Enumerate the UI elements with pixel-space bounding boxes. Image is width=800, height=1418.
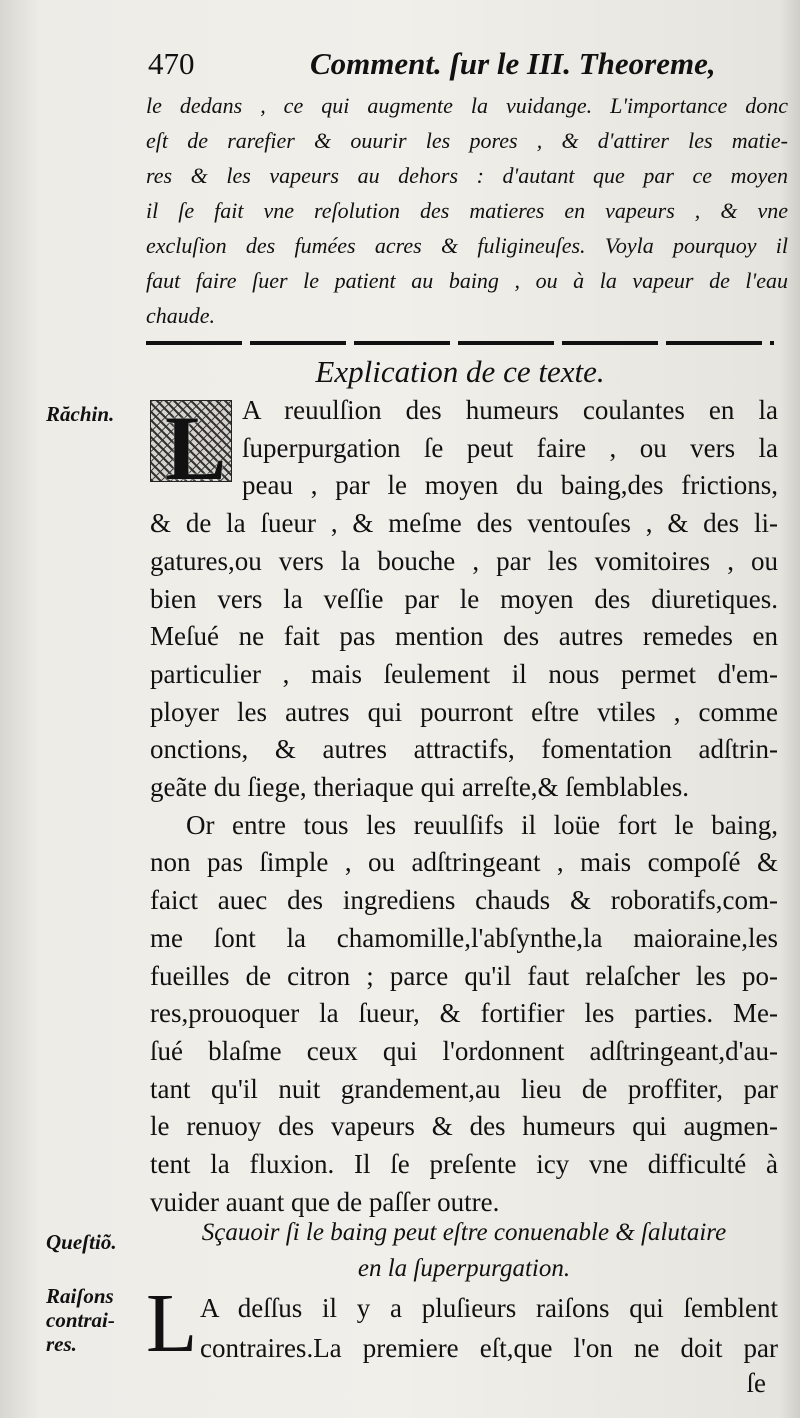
text-line: & de la ſueur , & meſme des ventouſes , & des li- — [150, 508, 778, 539]
text-line: excluſion des fumées acres & fuligineuſes. Voyla pourquoy il — [146, 233, 788, 258]
catchword: ſe — [746, 1368, 766, 1398]
text-line: gatures,ou vers la bouche , par les vomitoires , ou — [150, 545, 778, 576]
text-line: res,prouoquer la ſueur, & fortifier les parties. Me- — [150, 998, 778, 1029]
text-line: res & les vapeurs au dehors : d'autant que par ce moyen — [146, 163, 788, 188]
margin-note-questio: Queſtiõ. — [46, 1230, 117, 1254]
text-line: A reuulſion des humeurs coulantes en la — [242, 395, 778, 425]
text-line: onctions, & autres attractifs, fomentation adſtrin- — [150, 734, 778, 765]
text-line: peau , par le moyen du baing,des frictions, — [242, 470, 778, 501]
text-line: contraires.La premiere eſt,que l'on ne doit par — [200, 1333, 778, 1363]
explication-paragraph — [150, 392, 778, 1221]
margin-note-line: res. — [46, 1332, 77, 1356]
text-line: non pas ſimple , ou adſtringeant , mais compoſé & — [150, 847, 778, 878]
text-line: A deſſus il y a pluſieurs raiſons qui ſemblent — [200, 1293, 778, 1323]
text-line: ployer les autres qui pourront eſtre vtiles , comme — [150, 696, 778, 727]
question-heading — [150, 1215, 778, 1287]
question-line: Sçauoir ſi le baing peut eſtre conuenable & ſalutaire — [201, 1219, 727, 1246]
text-line: tent la fluxion. Il ſe preſente icy vne difficulté à — [150, 1149, 778, 1180]
text-line: vuider auant que de paſſer outre. — [150, 1186, 500, 1217]
margin-note-line: Raiſons — [46, 1284, 114, 1308]
margin-note-raisons — [46, 1284, 115, 1356]
text-line: faut faire ſuer le patient au baing , ou à la vapeur de l'eau — [146, 268, 788, 293]
text-line: particulier , mais ſeulement il nous permet d'em- — [150, 658, 778, 689]
running-title: Comment. ſur le III. Theoreme, — [310, 46, 716, 81]
text-line: ſué blaſme ceux qui l'ordonnent adſtringeant,d'au- — [150, 1035, 778, 1066]
decorated-initial-letter: L — [165, 397, 227, 499]
text-line: me ſont la chamomille,l'abſynthe,la maioraine,les — [150, 922, 778, 953]
margin-note-rachin: Răchin. — [46, 402, 115, 426]
page-number: 470 — [148, 46, 195, 81]
text-line: bien vers la veſſie par le moyen des diuretiques. — [150, 583, 778, 614]
text-line: eſt de rarefier & ouurir les pores , & d'attirer les matie- — [146, 128, 788, 153]
text-line: le dedans , ce qui augmente la vuidange. L'importance donc — [146, 93, 788, 118]
section-divider — [146, 341, 774, 345]
text-line: tant qu'il nuit grandement,au lieu de proffiter, par — [150, 1073, 778, 1104]
text-line: Or entre tous les reuulſifs il loüe fort le baing, — [186, 809, 778, 840]
question-line: en la ſuperpurgation. — [357, 1255, 571, 1282]
text-line: chaude. — [146, 303, 216, 328]
margin-note-line: contrai- — [46, 1308, 115, 1332]
page-header — [148, 46, 788, 90]
text-line: geãte du ſiege, theriaque qui arreſte,& ſemblables. — [150, 772, 690, 803]
text-line: faict auec des ingrediens chauds & roboratifs,com- — [150, 885, 778, 916]
text-line: fueilles de citron ; parce qu'il faut relaſcher les po- — [150, 960, 778, 991]
text-line: il ſe fait vne reſolution des matieres en vapeurs , & vne — [146, 198, 788, 223]
text-line: ſuperpurgation ſe peut faire , ou vers la — [242, 432, 778, 463]
text-line: le renuoy des vapeurs & des humeurs qui augmen- — [150, 1111, 778, 1142]
intro-paragraph — [146, 88, 788, 333]
text-line: Meſué ne fait pas mention des autres remedes en — [150, 621, 778, 652]
initial-letter: L — [146, 1277, 198, 1370]
final-paragraph — [150, 1288, 778, 1368]
section-title: Explication de ce texte. — [315, 354, 605, 389]
